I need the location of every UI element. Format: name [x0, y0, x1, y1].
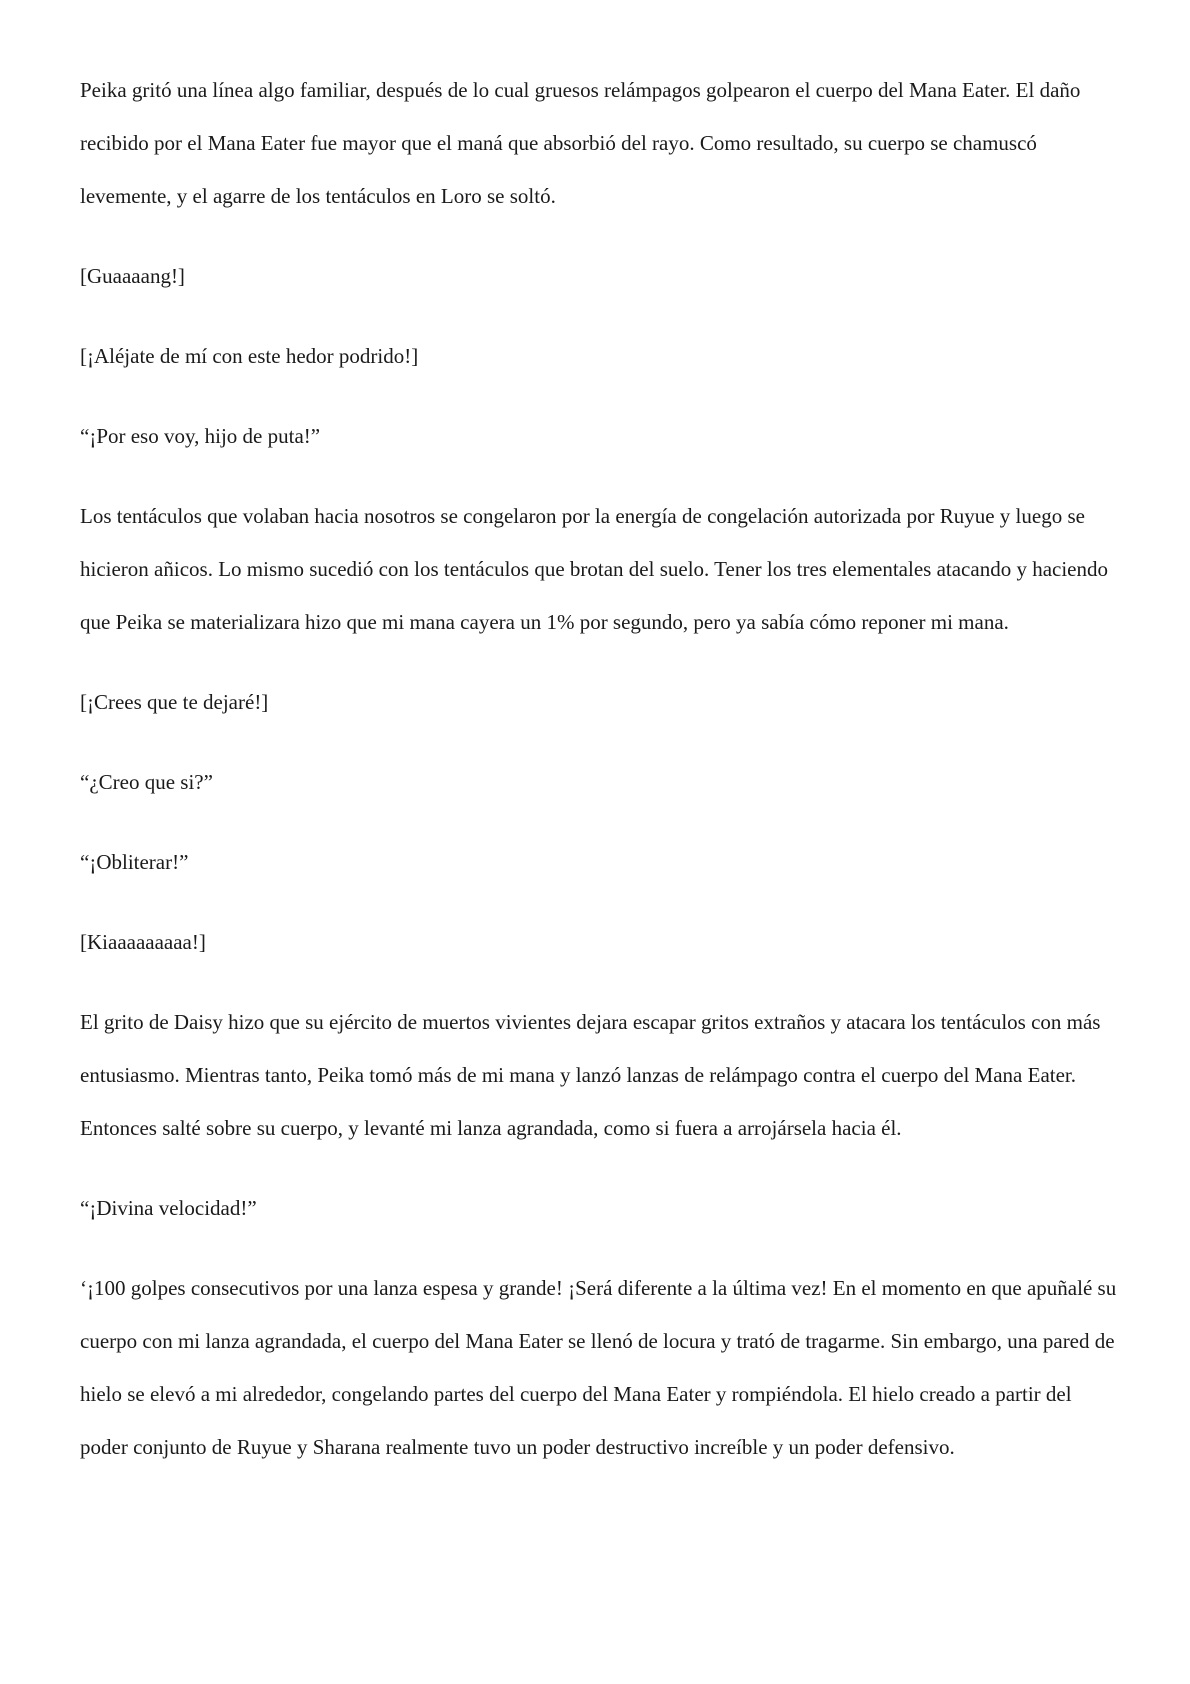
paragraph-1: Peika gritó una línea algo familiar, después de lo cual gruesos relámpagos golpearon el cuerpo del Mana Eater. El daño recibido por el Mana Eater fue mayor que el maná que absorbió del rayo. Como resultado, su cuerpo se chamuscó levemente, y el agarre de los tentáculos en Loro se soltó.	[80, 78, 1081, 208]
paragraph-8: “¡Obliterar!”	[80, 850, 189, 874]
paragraph-7: “¿Creo que si?”	[80, 770, 213, 794]
paragraph-2: [Guaaaang!]	[80, 264, 185, 288]
paragraph-11: “¡Divina velocidad!”	[80, 1196, 257, 1220]
paragraph-4: “¡Por eso voy, hijo de puta!”	[80, 424, 321, 448]
paragraph-10: El grito de Daisy hizo que su ejército de muertos vivientes dejara escapar gritos extraños y atacara los tentáculos con más entusiasmo. Mientras tanto, Peika tomó más de mi mana y lanzó lanzas de relámpago contra el cuerpo del Mana Eater. Entonces salté sobre su cuerpo, y levanté mi lanza agrandada, como si fuera a arrojársela hacia él.	[80, 1010, 1101, 1140]
paragraph-12: ‘¡100 golpes consecutivos por una lanza espesa y grande! ¡Será diferente a la última vez! En el momento en que apuñalé su cuerpo con mi lanza agrandada, el cuerpo del Mana Eater se llenó de locura y trató de tragarme. Sin embargo, una pared de hielo se elevó a mi alrededor, congelando partes del cuerpo del Mana Eater y rompiéndola. El hielo creado a partir del poder conjunto de Ruyue y Sharana realmente tuvo un poder destructivo increíble y un poder defensivo.	[80, 1276, 1117, 1459]
paragraph-3: [¡Aléjate de mí con este hedor podrido!]	[80, 344, 419, 368]
paragraph-5: Los tentáculos que volaban hacia nosotros se congelaron por la energía de congelación autorizada por Ruyue y luego se hicieron añicos. Lo mismo sucedió con los tentáculos que brotan del suelo. Tener los tres elementales atacando y haciendo que Peika se materializara hizo que mi mana cayera un 1% por segundo, pero ya sabía cómo reponer mi mana.	[80, 504, 1108, 634]
document-page	[80, 64, 1120, 1501]
paragraph-9: [Kiaaaaaaaaa!]	[80, 930, 206, 954]
paragraph-6: [¡Crees que te dejaré!]	[80, 690, 269, 714]
